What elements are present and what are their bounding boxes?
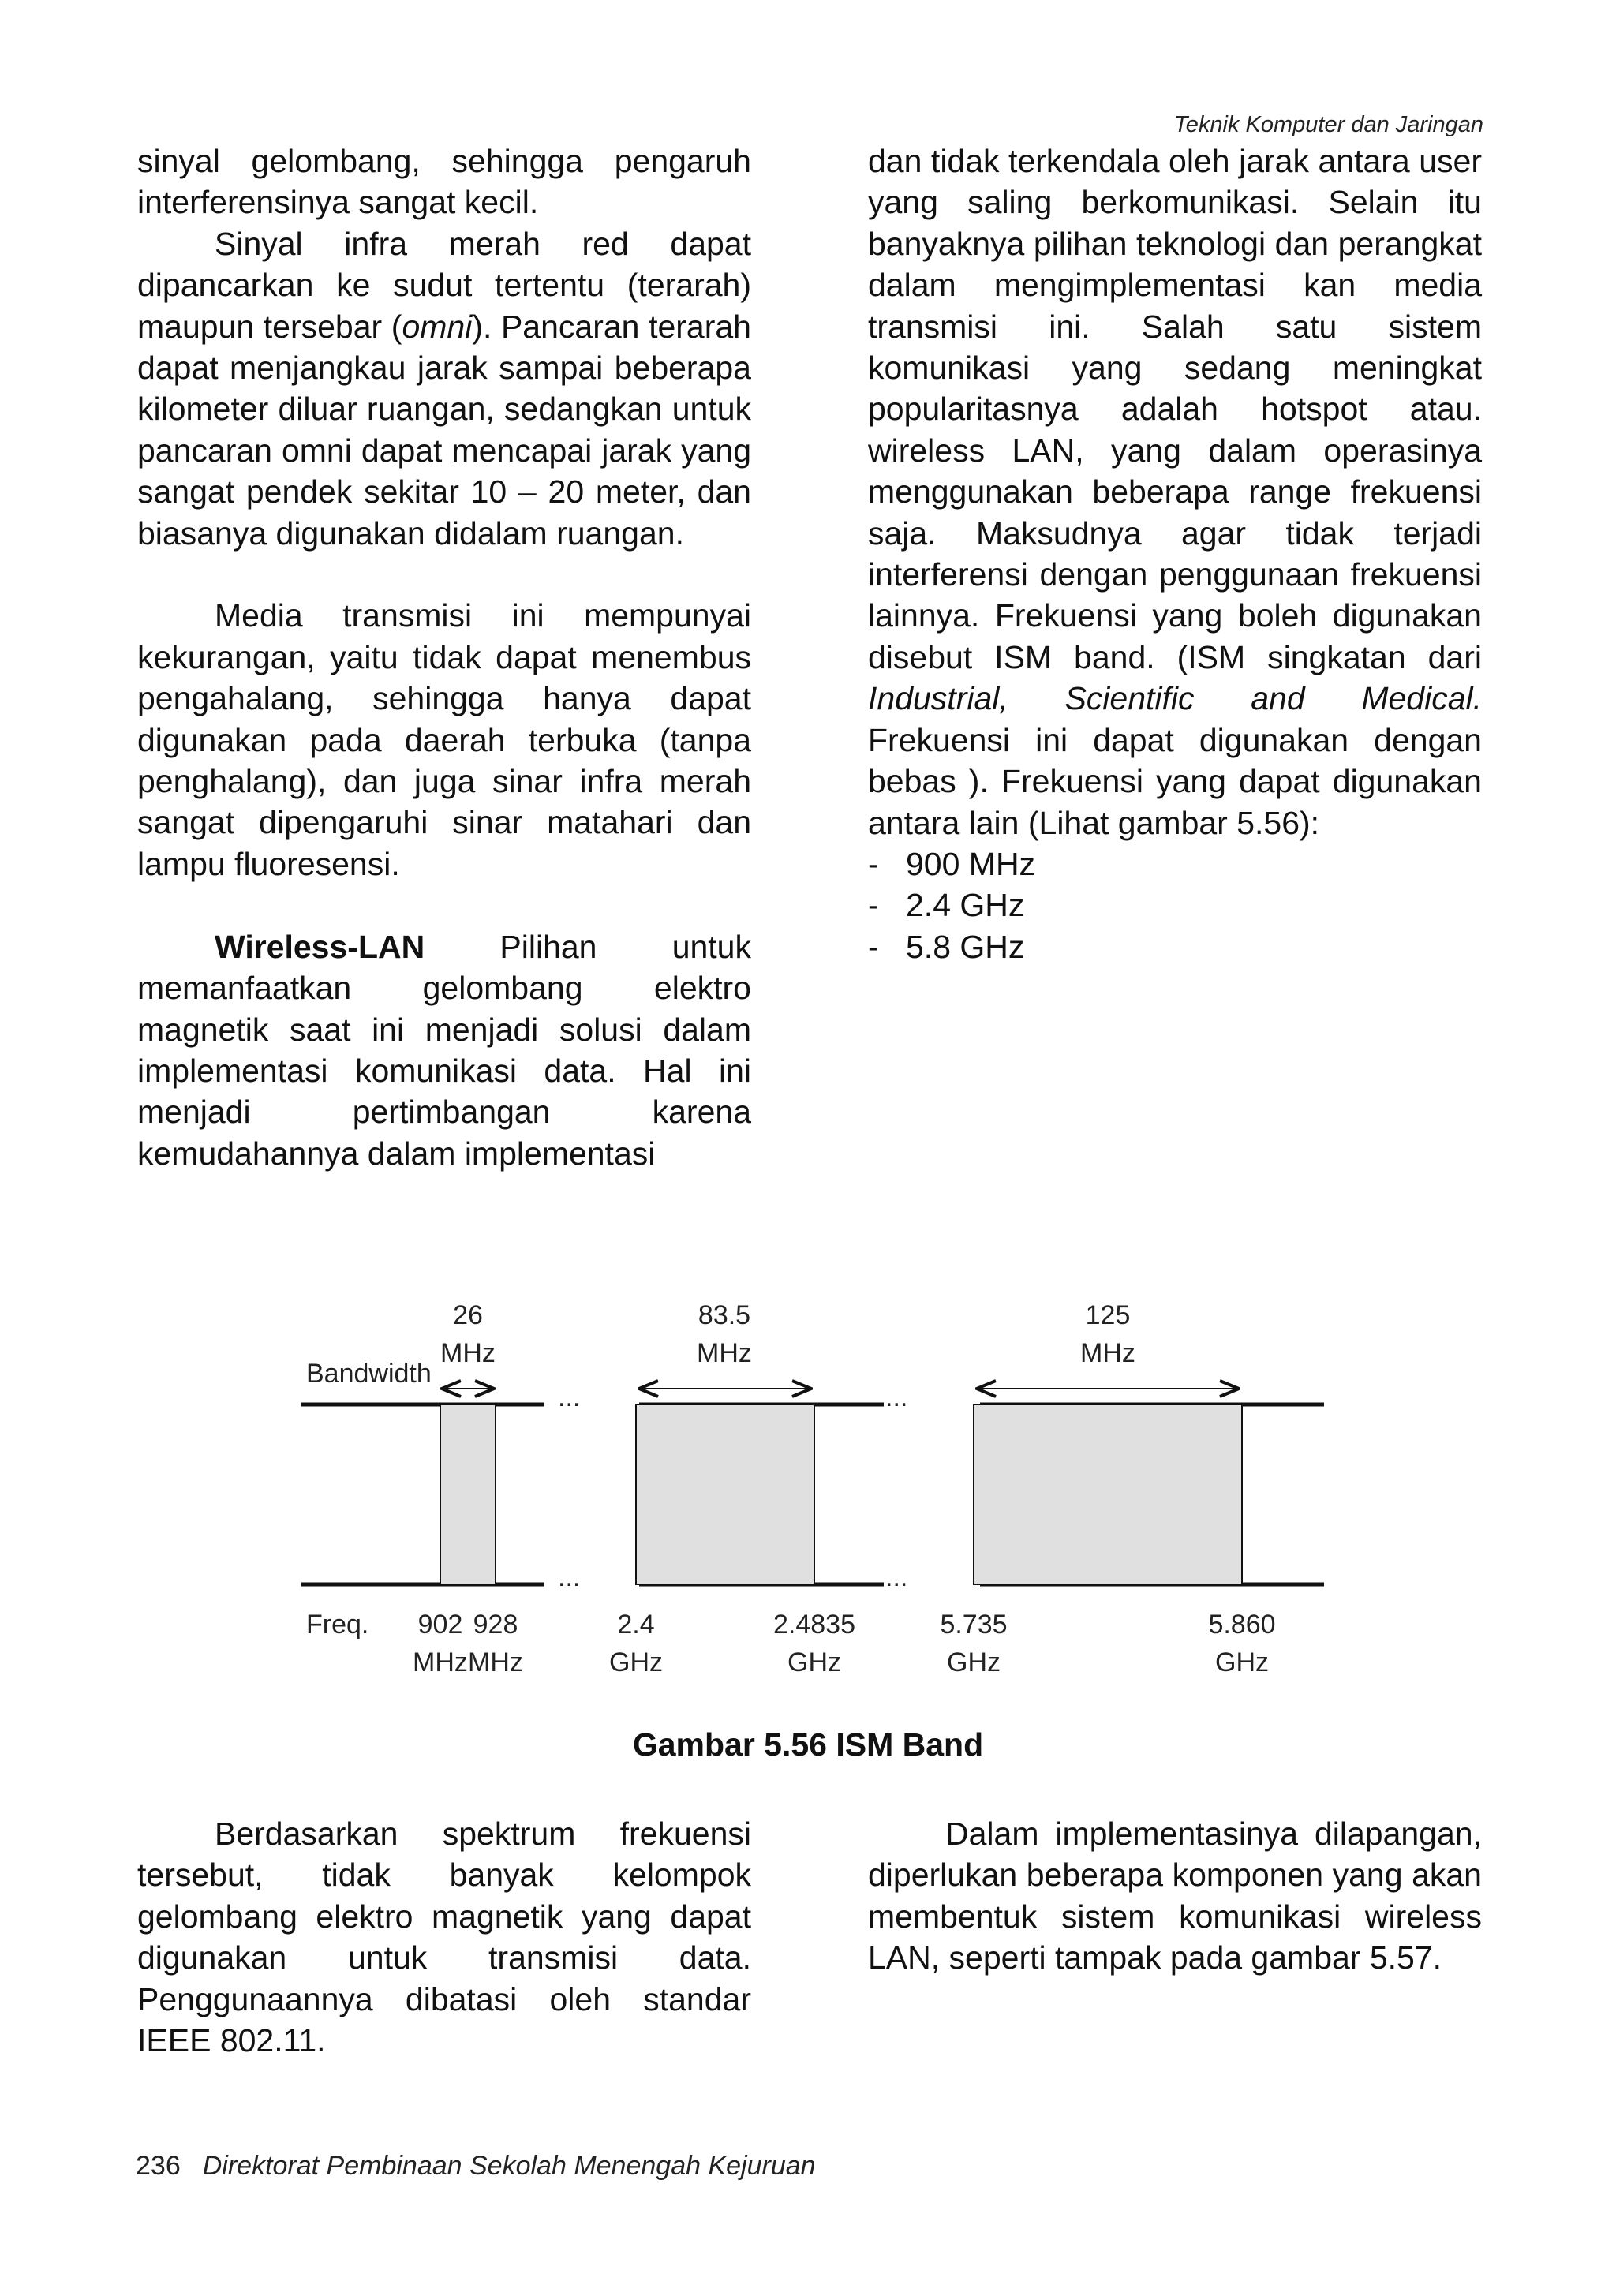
page-number: 236 — [136, 2151, 181, 2181]
ism-band-diagram — [292, 1286, 1341, 1696]
section-term: Wireless-LAN — [215, 928, 425, 965]
freq-tick-label: 928 — [473, 1610, 518, 1640]
freq-tick-label: 5.735 — [940, 1610, 1008, 1640]
left-column — [137, 140, 751, 1174]
band-block-5-8ghz — [974, 1404, 1242, 1584]
freq-tick-unit: MHz — [468, 1647, 523, 1677]
bandwidth-value: 125 — [1085, 1300, 1131, 1330]
paragraph: Berdasarkan spektrum frekuensi tersebut, tidak banyak kelompok gelombang elektro magnetik yang dapat digunakan untuk transmisi data. Penggunaannya dibatasi oleh standar IEEE 802.11. — [137, 1815, 751, 2059]
gap-ellipsis: ... — [885, 1382, 908, 1412]
paragraph: Dalam implementasinya dilapangan, diperlukan beberapa komponen yang akan membentuk sistem komunikasi wireless LAN, seperti tampak pada gambar 5.57. — [868, 1815, 1482, 1976]
freq-tick-unit: GHz — [609, 1647, 663, 1677]
freq-tick-unit: MHz — [413, 1647, 468, 1677]
paragraph: sinyal gelombang, sehingga pengaruh interferensinya sangat kecil. — [137, 143, 751, 221]
bandwidth-label: Bandwidth — [306, 1359, 432, 1389]
gap-ellipsis: ... — [558, 1382, 581, 1412]
figure-caption: Gambar 5.56 ISM Band — [632, 1726, 984, 1763]
paragraph: dan tidak terkendala oleh jarak antara user yang saling berkomunikasi. Selain itu banyaknya pilihan teknologi dan perangkat dalam mengimplementasi kan media transmisi ini. Salah satu sistem komunikasi yang sedang meningkat popularitasnya adalah hotspot atau. wireless LAN, yang dalam operasinya menggunakan beberapa range frekuensi saja. Maksudnya agar tidak terjadi interferensi dengan penggunaan frekuensi lainnya. Frekuensi yang boleh digunakan disebut ISM band. (ISM singkatan dari Industrial, Scientific and Medical. Frekuensi ini dapat digunakan dengan bebas ). Frekuensi yang dapat digunakan antara lain (Lihat gambar 5.56): — [868, 143, 1482, 841]
freq-label: Freq. — [306, 1610, 369, 1640]
italic-term: omni — [402, 308, 473, 345]
bandwidth-unit: MHz — [697, 1338, 752, 1368]
bandwidth-value: 83.5 — [698, 1300, 751, 1330]
bottom-left-paragraph — [137, 1813, 751, 2061]
freq-tick-label: 5.860 — [1208, 1610, 1276, 1640]
italic-term: Industrial, Scientific and Medical. — [868, 680, 1482, 717]
bandwidth-unit: MHz — [440, 1338, 496, 1368]
gap-ellipsis: ... — [558, 1562, 581, 1592]
frequency-list — [868, 843, 1482, 967]
bottom-right-paragraph — [868, 1813, 1482, 1979]
bandwidth-value: 26 — [453, 1300, 483, 1330]
freq-tick-unit: GHz — [787, 1647, 841, 1677]
gap-ellipsis: ... — [885, 1562, 908, 1592]
list-item: - 5.8 GHz — [868, 928, 1025, 965]
freq-tick-unit: GHz — [947, 1647, 1001, 1677]
right-column — [868, 140, 1482, 967]
running-header: Teknik Komputer dan Jaringan — [1173, 112, 1483, 137]
publisher-name: Direktorat Pembinaan Sekolah Menengah Kejuruan — [202, 2151, 816, 2181]
paragraph: Sinyal infra merah red dapat dipancarkan ke sudut tertentu (terarah) maupun tersebar (omni). Pancaran terarah dapat menjangkau jarak sampai beberapa kilometer diluar ruangan, sedangkan untuk pancaran omni dapat mencapai jarak yang sangat pendek sekitar 10 – 20 meter, dan biasanya digunakan didalam ruangan. — [137, 225, 751, 552]
list-item: - 900 MHz — [868, 845, 1036, 882]
band-block-2-4ghz — [636, 1404, 814, 1584]
ism-band-figure — [292, 1286, 1341, 1696]
band-block-900mhz — [440, 1404, 496, 1584]
paragraph: Wireless-LAN Pilihan untuk memanfaatkan gelombang elektro magnetik saat ini menjadi solusi dalam implementasi komunikasi data. Hal ini menjadi pertimbangan karena kemudahannya dalam implementasi — [137, 928, 751, 1172]
paragraph: Media transmisi ini mempunyai kekurangan, yaitu tidak dapat menembus pengahalang, sehingga hanya dapat digunakan pada daerah terbuka (tanpa penghalang), dan juga sinar infra merah sangat dipengaruhi sinar matahari dan lampu fluoresensi. — [137, 597, 751, 882]
freq-tick-label: 902 — [417, 1610, 463, 1640]
list-item: - 2.4 GHz — [868, 887, 1025, 924]
bandwidth-unit: MHz — [1080, 1338, 1135, 1368]
freq-tick-label: 2.4835 — [773, 1610, 855, 1640]
freq-tick-label: 2.4 — [617, 1610, 655, 1640]
freq-tick-unit: GHz — [1215, 1647, 1269, 1677]
page-footer — [136, 2151, 816, 2182]
